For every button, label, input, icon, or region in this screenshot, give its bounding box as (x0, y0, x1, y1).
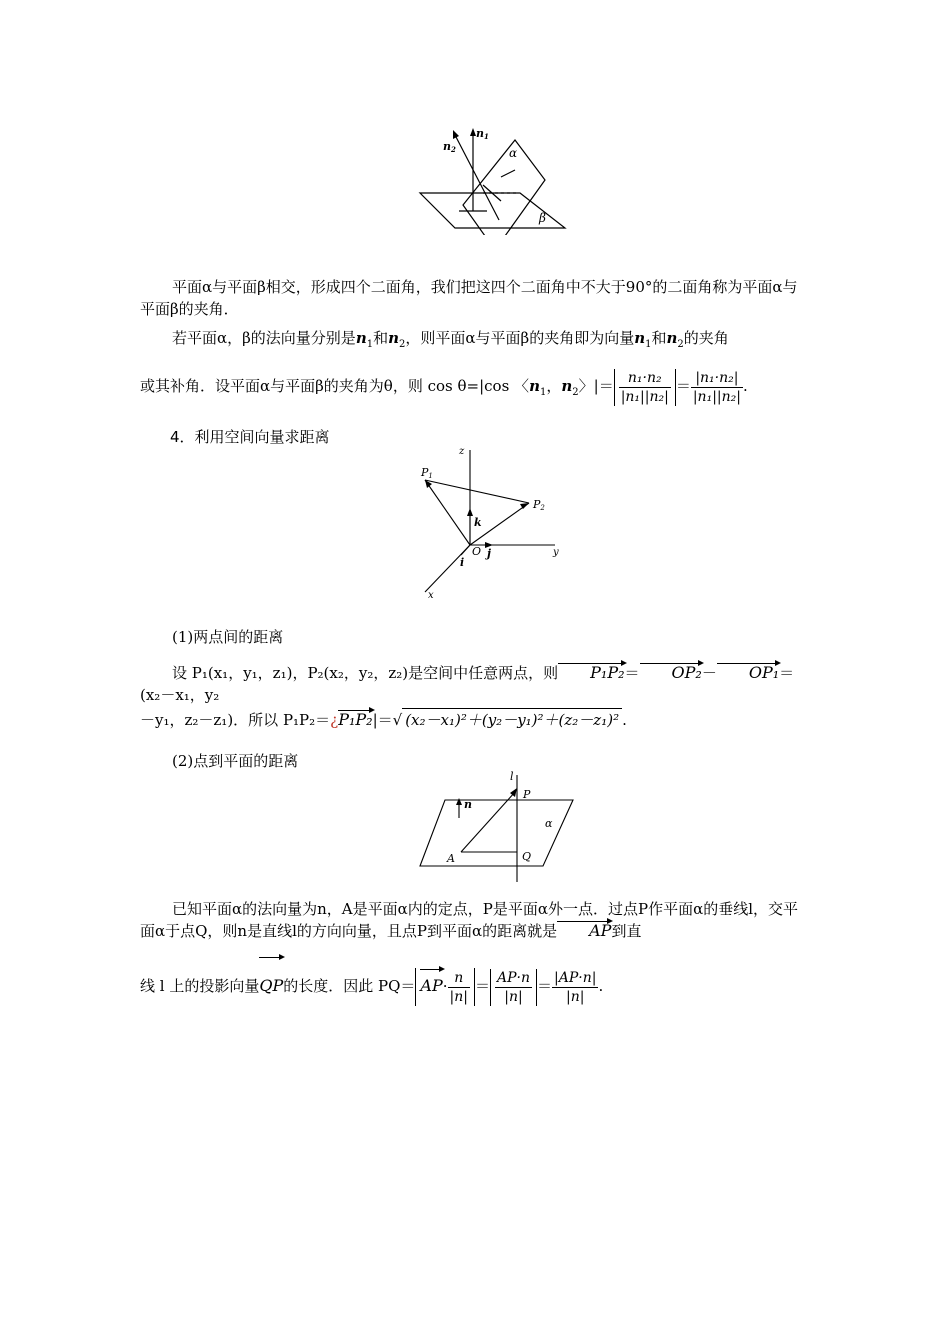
plane-alpha (420, 800, 573, 866)
svg-text:P: P (523, 788, 531, 801)
vector-OP1 (425, 480, 470, 545)
label-n1: n (476, 127, 484, 140)
figure-coordinate-system (415, 440, 575, 605)
svg-text:n: n (464, 798, 472, 811)
svg-text:n1: n1 (476, 127, 489, 141)
svg-text:i: i (460, 556, 465, 569)
normal-n2 (455, 135, 499, 220)
label-beta: β (539, 211, 546, 225)
svg-text:x: x (428, 590, 434, 601)
svg-text:O: O (472, 545, 482, 558)
paragraph-normal-vectors: 若平面α，β的法向量分别是$n_1$和$n_2$，则平面α与平面β的夹角即为向量$n_1$和$n_2$的夹角 (172, 329, 729, 350)
paragraph-cos-formula: 或其补角．设平面α与平面β的夹角为θ，则 cos θ=|cos 〈$n_1$，$n_2$〉|＝ $\frac{\text{n₁·n₂}}{\text{|n₁||n₂|}}$ ＝ $\frac{\text{|n₁·n₂|}}{\text{|n₁||n₂|}}$ . (140, 369, 748, 405)
subheading-two-points: (1)两点间的距离 (172, 628, 284, 646)
svg-text:α: α (545, 817, 553, 830)
svg-text:P2: P2 (533, 498, 545, 512)
plane-alpha (463, 140, 545, 235)
figure-point-to-plane (415, 770, 575, 885)
label-alpha: α (509, 146, 518, 160)
paragraph-two-points: 设 P₁(x₁，y₁，z₁)，P₂(x₂，y₂，z₂)是空间中任意两点，则 P₁P₂＝ OP₂－ OP₁＝(x₂－x₁，y₂ (140, 663, 795, 704)
svg-text:A: A (447, 852, 455, 865)
paragraph-angle-definition: 平面α与平面β相交，形成四个二面角，我们把这四个二面角中不大于90°的二面角称为平面α与平面β的夹角． (140, 278, 798, 318)
svg-text:y: y (553, 547, 559, 558)
paragraph-projection-formula: 线 l 上的投影向量QP的长度．因此 PQ＝ AP· $\frac{n}{|n|}$ ＝ $\frac{AP\cdot n}{|n|}$ ＝ $\frac{|AP\cdot n|}{|n|}$ . (140, 956, 812, 1016)
heading-distance: 4．利用空间向量求距离 (170, 428, 330, 446)
svg-text:j: j (487, 547, 491, 560)
label-n2: n (443, 140, 451, 153)
svg-text:z: z (459, 446, 465, 457)
svg-text:l: l (510, 770, 514, 783)
svg-text:P1: P1 (421, 466, 433, 480)
svg-text:n2: n2 (443, 140, 456, 154)
svg-text:k: k (474, 516, 482, 529)
paragraph-point-plane: 已知平面α的法向量为n，A是平面α内的定点，P是平面α外一点．过点P作平面α的垂线l，交平面α于点Q，则n是直线l的方向向量，且点P到平面α的距离就是 AP到直 (140, 900, 798, 940)
segment-P1P2 (425, 480, 529, 503)
vector-i (461, 545, 470, 555)
paragraph-distance-formula: －y₁，z₂－z₁)．所以 P₁P₂＝¿P₁P₂|＝√ (x₂－x₁)²＋(y₂－y₁)²＋(z₂－z₁)² . (140, 710, 627, 729)
figure-dihedral-planes (415, 125, 575, 235)
svg-text:Q: Q (522, 850, 532, 863)
subheading-point-plane: (2)点到平面的距离 (172, 752, 299, 770)
